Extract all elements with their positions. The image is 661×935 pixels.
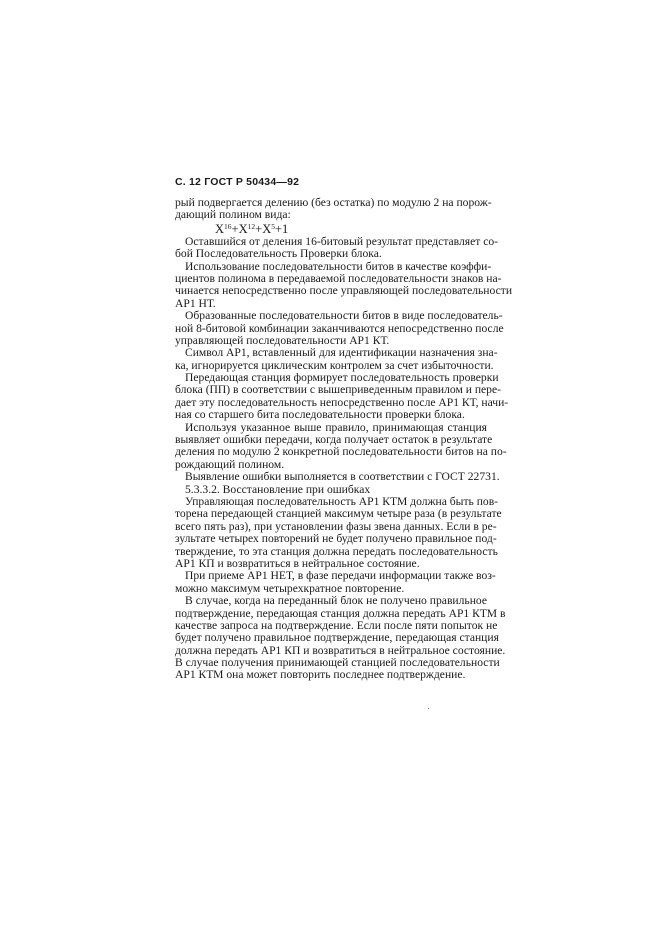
- formula-exponent: 16: [224, 221, 232, 231]
- text-line: Управляющая последовательность АР1 КТМ должна быть пов-: [185, 494, 499, 508]
- text-line: подтверждение, передающая станция должна передать АР1 КТМ в: [175, 606, 506, 620]
- text-line: управляющей последовательности АР1 КТ.: [175, 333, 390, 347]
- paragraph: [175, 470, 500, 484]
- paragraph: [175, 594, 506, 682]
- text-line: При приеме АР1 НЕТ, в фазе передачи информации также воз-: [185, 569, 496, 583]
- text-line: зультате четырех повторений не будет получено правильное под-: [175, 532, 497, 546]
- formula-exponent: 12: [247, 221, 256, 231]
- formula: [175, 222, 487, 236]
- text-line: В случае получения принимающей станцией последовательности: [175, 656, 500, 670]
- text-line: ной 8-битовой комбинации заканчиваются непосредственно после: [175, 321, 504, 335]
- text-line: деления по модулю 2 конкретной последовательности битов на по-: [175, 445, 507, 459]
- text-line: циентов полинома в передаваемой последовательности знаков на-: [175, 271, 502, 285]
- text-line: АР1 КТМ она может повторить последнее подтверждение.: [175, 668, 466, 682]
- text-line: тверждение, то эта станция должна передать последовательность: [175, 544, 498, 558]
- text-line: должна передать АР1 КП и возвратиться в нейтральное состояние.: [175, 643, 506, 657]
- text-line: выявляет ошибки передачи, когда получает остаток в результате: [175, 433, 493, 447]
- paragraph: [175, 494, 502, 570]
- text-line: Передающая станция формирует последовательность проверки: [185, 371, 499, 385]
- formula-operator: +: [231, 221, 239, 236]
- text-line: качестве запроса на подтверждение. Если после пяти попыток не: [175, 618, 498, 632]
- page-header: С. 12 ГОСТ Р 50434—92: [175, 176, 300, 188]
- text-line: всего пять раз), при установлении фазы звена данных. Если в ре-: [175, 519, 497, 533]
- paragraph: [175, 259, 513, 311]
- formula-term: X: [238, 221, 248, 236]
- text-line: Оставшийся от деления 16-битовый результат представляет со-: [185, 234, 499, 248]
- formula-term: X: [215, 221, 225, 236]
- text-line: Использование последовательности битов в качестве коэффи-: [185, 259, 492, 273]
- text-line: можно максимум четырехкратное повторение.: [175, 581, 405, 595]
- formula-operator: +: [255, 221, 263, 236]
- text-line: дающий полином вида:: [175, 208, 291, 222]
- text-line: АР1 КП и возвратиться в нейтральное состояние.: [175, 556, 420, 570]
- text-line: Символ АР1, вставленный для идентификации назначения зна-: [185, 346, 498, 360]
- text-line: ная со старшего бита последовательности проверки блока.: [175, 408, 465, 422]
- paragraph: [175, 234, 499, 261]
- paragraph: [175, 196, 492, 222]
- paragraph: [175, 569, 496, 595]
- text-line: блока (ПП) в соответствии с вышеприведенным правилом и пере-: [175, 383, 501, 397]
- text-line: торена передающей станцией максимум четыре раза (в результате: [175, 507, 502, 521]
- text-line: рый подвергается делению (без остатка) по модулю 2 на порож-: [175, 196, 492, 209]
- paragraph: [175, 309, 504, 347]
- scan-speck: [428, 708, 429, 709]
- text-line: 5.3.3.2. Восстановление при ошибках: [185, 482, 371, 496]
- text-line: чинается непосредственно после управляющей последовательности: [175, 284, 513, 298]
- paragraph: [175, 420, 507, 472]
- text-line: рождающий полином.: [175, 457, 285, 471]
- text-line: будет получено правильное подтверждение, передающая станция: [175, 631, 499, 645]
- formula-term: X: [262, 221, 272, 236]
- formula-exponent: 5: [271, 221, 275, 231]
- paragraph: [175, 346, 498, 372]
- formula-operator: +: [274, 221, 283, 236]
- text-line: ка, игнорируется циклическим контролем за счет избыточности.: [175, 358, 494, 372]
- document-body: [175, 196, 513, 682]
- formula-constant: 1: [282, 221, 289, 236]
- text-line: АР1 НТ.: [175, 296, 216, 310]
- text-line: Используя указанное выше правило, принимающая станция: [185, 420, 487, 434]
- text-line: В случае, когда на переданный блок не получено правильное: [185, 594, 487, 608]
- text-line: дает эту последовательность непосредственно после АР1 КТ, начи-: [175, 395, 509, 409]
- text-line: Образованные последовательности битов в виде последователь-: [185, 309, 503, 323]
- text-line: Выявление ошибки выполняется в соответствии с ГОСТ 22731.: [185, 470, 500, 484]
- paragraph: [175, 371, 509, 422]
- text-line: бой Последовательность Проверки блока.: [175, 247, 382, 261]
